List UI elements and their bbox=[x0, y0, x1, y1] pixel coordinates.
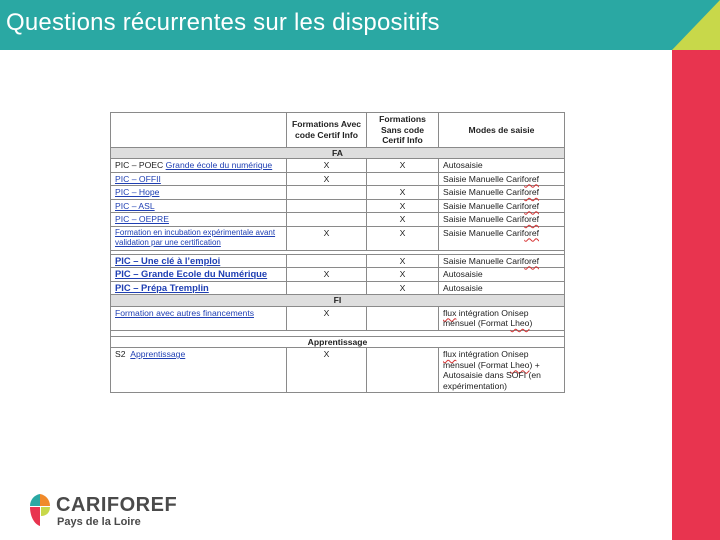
mode-text: Saisie Manuelle Carif bbox=[443, 227, 525, 238]
cell-without-code bbox=[367, 306, 439, 330]
cell-with-code: X bbox=[287, 306, 367, 330]
cell-mode: Autosaisie bbox=[439, 268, 565, 282]
row-label bbox=[111, 348, 287, 393]
table-row bbox=[111, 226, 565, 250]
cell-without-code: X bbox=[367, 281, 439, 295]
row-label bbox=[111, 226, 287, 250]
mode-text-flagged: flux bbox=[443, 307, 457, 318]
cell-mode bbox=[439, 186, 565, 200]
cell-with-code: X bbox=[287, 268, 367, 282]
cell-mode bbox=[439, 226, 565, 250]
mode-text-flagged-2: Lheo bbox=[510, 359, 530, 370]
cell-with-code bbox=[287, 199, 367, 213]
cell-mode bbox=[439, 199, 565, 213]
table-row bbox=[111, 268, 565, 282]
row-link[interactable]: PIC – Hope bbox=[115, 187, 160, 197]
cell-without-code bbox=[367, 348, 439, 393]
section-label: FI bbox=[111, 295, 565, 307]
side-stripe-decoration bbox=[672, 50, 720, 540]
column-header-modes: Modes de saisie bbox=[439, 113, 565, 148]
mode-text-end: ) bbox=[529, 318, 533, 328]
mode-text: Saisie Manuelle Carif bbox=[443, 214, 525, 224]
row-link[interactable]: Apprentissage bbox=[130, 349, 186, 359]
cell-without-code bbox=[367, 172, 439, 186]
row-label bbox=[111, 306, 287, 330]
row-link[interactable]: PIC – ASL bbox=[115, 200, 155, 211]
table-row bbox=[111, 348, 565, 393]
table-row bbox=[111, 172, 565, 186]
table-row bbox=[111, 306, 565, 330]
cell-without-code: X bbox=[367, 199, 439, 213]
mode-text: Saisie Manuelle Carif bbox=[443, 200, 525, 211]
mode-text-flagged: oref bbox=[524, 173, 540, 184]
cell-mode bbox=[439, 213, 565, 227]
cell-with-code: X bbox=[287, 226, 367, 250]
table-row bbox=[111, 199, 565, 213]
row-label bbox=[111, 268, 287, 282]
corner-triangle-decoration bbox=[672, 0, 720, 50]
logo-region: Pays de la Loire bbox=[57, 516, 141, 528]
cell-with-code: X bbox=[287, 172, 367, 186]
mode-text-flagged-2: Lheo bbox=[510, 318, 530, 328]
header-empty-cell bbox=[111, 113, 287, 148]
cell-with-code bbox=[287, 186, 367, 200]
row-label bbox=[111, 254, 287, 268]
cell-with-code bbox=[287, 281, 367, 295]
cariforef-logo-mark-icon bbox=[30, 494, 50, 526]
mode-text: intégration Onisep mensuel (Format bbox=[443, 307, 529, 328]
dispositifs-table bbox=[110, 112, 565, 393]
table-row bbox=[111, 186, 565, 200]
row-label bbox=[111, 281, 287, 295]
table-row bbox=[111, 159, 565, 173]
mode-text-flagged: oref bbox=[524, 227, 540, 238]
mode-text-end: ) + Autosaisie dans SOFI (en expérimentation) bbox=[443, 359, 541, 391]
cell-without-code: X bbox=[367, 213, 439, 227]
table-row bbox=[111, 254, 565, 268]
cell-without-code: X bbox=[367, 254, 439, 268]
cariforef-logo bbox=[30, 494, 230, 534]
mode-text-flagged: flux bbox=[443, 349, 457, 359]
mode-text: intégration Onisep mensuel (Format bbox=[443, 349, 529, 370]
cell-with-code bbox=[287, 213, 367, 227]
section-label: Apprentissage bbox=[111, 336, 565, 348]
row-label bbox=[111, 199, 287, 213]
row-link[interactable]: PIC – OFFII bbox=[115, 173, 161, 184]
section-row-fa bbox=[111, 147, 565, 159]
row-link[interactable]: Formation en incubation expérimentale avant validation par une certification bbox=[115, 227, 276, 247]
row-label bbox=[111, 213, 287, 227]
cell-without-code: X bbox=[367, 226, 439, 250]
mode-text-flagged: oref bbox=[524, 214, 540, 224]
cell-mode bbox=[439, 172, 565, 186]
mode-text: Saisie Manuelle Carif bbox=[443, 173, 525, 184]
section-row-fi bbox=[111, 295, 565, 307]
row-prefix: PIC – POEC bbox=[115, 160, 164, 170]
table-header-row bbox=[111, 113, 565, 148]
row-link[interactable]: Grande école du numérique bbox=[165, 160, 273, 170]
cell-mode: Autosaisie bbox=[439, 159, 565, 173]
cell-without-code: X bbox=[367, 268, 439, 282]
table-row bbox=[111, 213, 565, 227]
section-label: FA bbox=[111, 147, 565, 159]
cell-mode: Autosaisie bbox=[439, 281, 565, 295]
row-prefix: S2 bbox=[115, 349, 126, 359]
table-row bbox=[111, 281, 565, 295]
row-link[interactable]: PIC – Prépa Tremplin bbox=[115, 281, 209, 293]
title-bar bbox=[0, 0, 720, 50]
cell-with-code: X bbox=[287, 348, 367, 393]
row-label bbox=[111, 159, 287, 173]
row-link[interactable]: PIC – OEPRE bbox=[115, 214, 169, 224]
cell-with-code: X bbox=[287, 159, 367, 173]
logo-name: CARIFOREF bbox=[56, 494, 178, 516]
cell-mode bbox=[439, 254, 565, 268]
row-label bbox=[111, 186, 287, 200]
row-link[interactable]: PIC – Grande Ecole du Numérique bbox=[115, 268, 268, 279]
mode-text-flagged: oref bbox=[524, 200, 540, 211]
cell-without-code: X bbox=[367, 186, 439, 200]
cell-mode bbox=[439, 348, 565, 393]
cell-mode bbox=[439, 306, 565, 330]
cell-with-code bbox=[287, 254, 367, 268]
cell-without-code: X bbox=[367, 159, 439, 173]
row-link[interactable]: PIC – Une clé à l’emploi bbox=[115, 254, 221, 266]
column-header-without-code: Formations Sans code Certif Info bbox=[367, 113, 439, 148]
section-row-apprentissage bbox=[111, 336, 565, 348]
mode-text: Saisie Manuelle Carif bbox=[443, 187, 525, 197]
mode-text-flagged: oref bbox=[524, 187, 540, 197]
row-label bbox=[111, 172, 287, 186]
page-title: Questions récurrentes sur les dispositifs bbox=[6, 9, 440, 36]
mode-text-flagged: oref bbox=[524, 255, 540, 266]
row-link[interactable]: Formation avec autres financements bbox=[115, 307, 254, 318]
column-header-with-code: Formations Avec code Certif Info bbox=[287, 113, 367, 148]
mode-text: Saisie Manuelle Carif bbox=[443, 255, 525, 266]
